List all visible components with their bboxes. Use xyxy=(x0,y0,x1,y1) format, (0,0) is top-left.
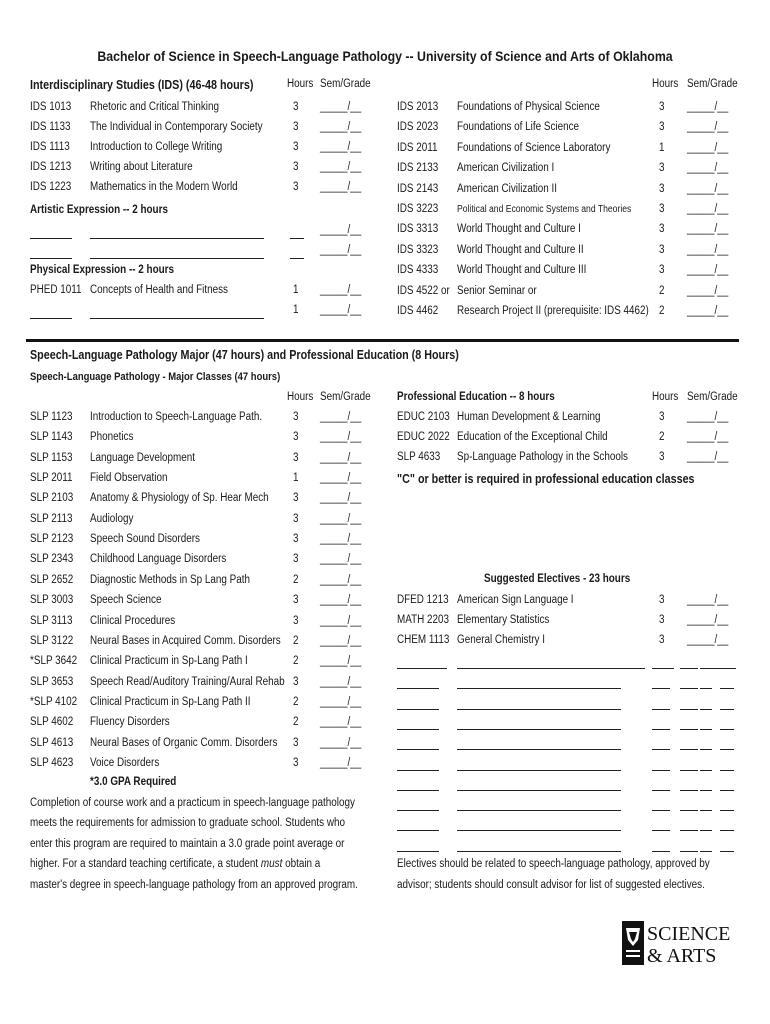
course-code: SLP 2113 xyxy=(30,512,73,525)
course-name: Introduction to College Writing xyxy=(90,141,223,154)
course-hours: 3 xyxy=(293,533,299,546)
course-name: Neural Bases in Acquired Comm. Disorders xyxy=(90,634,281,647)
grade-blank: _____/__ xyxy=(320,614,362,627)
grade-blank: _____/__ xyxy=(320,121,362,134)
course-hours: 3 xyxy=(293,553,299,566)
course-hours: 2 xyxy=(293,634,299,647)
blank-line xyxy=(720,851,734,852)
course-hours: 3 xyxy=(293,431,299,444)
course-code: IDS 4462 xyxy=(397,305,439,317)
physical-heading: Physical Expression -- 2 hours xyxy=(30,264,175,276)
prof-ed-heading: Professional Education -- 8 hours xyxy=(397,391,555,403)
blank-line xyxy=(652,668,674,669)
course-hours: 3 xyxy=(659,203,665,215)
grade-blank: _____/__ xyxy=(320,451,362,464)
blank-line xyxy=(720,749,734,750)
course-hours: 3 xyxy=(293,121,299,134)
blank-line xyxy=(680,810,698,811)
grade-blank: _____/__ xyxy=(320,655,362,668)
course-hours: 2 xyxy=(659,305,665,317)
course-name: Voice Disorders xyxy=(90,756,160,769)
blank-line xyxy=(720,830,734,831)
course-hours: 3 xyxy=(293,736,299,749)
blank-line xyxy=(652,688,670,689)
course-code: IDS 2143 xyxy=(397,182,439,195)
blank-line xyxy=(652,729,670,730)
sem-grade-header: Sem/Grade xyxy=(687,78,738,90)
blank-code-line xyxy=(30,318,72,319)
blank-line xyxy=(457,668,645,669)
course-code: IDS 1223 xyxy=(30,181,72,194)
blank-hours-line xyxy=(290,258,304,259)
course-hours: 3 xyxy=(659,162,665,175)
grade-blank: _____/__ xyxy=(320,533,362,546)
major-heading: Speech-Language Pathology Major (47 hours) and Professional Education (8 Hours) xyxy=(30,348,459,362)
blank-line xyxy=(652,790,670,791)
grade-blank: _____/__ xyxy=(687,101,729,113)
course-name: Speech Read/Auditory Training/Aural Rehab xyxy=(90,675,285,688)
course-code: IDS 4333 xyxy=(397,264,439,277)
course-code: SLP 4633 xyxy=(397,451,441,464)
course-code: IDS 1133 xyxy=(30,121,71,134)
course-name: The Individual in Contemporary Society xyxy=(90,121,263,134)
sem-grade-header: Sem/Grade xyxy=(687,391,738,403)
course-code: EDUC 2103 xyxy=(397,411,450,423)
course-code: SLP 2011 xyxy=(30,472,73,485)
blank-code-line xyxy=(30,238,72,239)
grade-blank: _____/__ xyxy=(687,223,729,236)
blank-line xyxy=(680,830,698,831)
course-hours: 3 xyxy=(293,141,299,154)
blank-line xyxy=(457,810,621,811)
blank-line xyxy=(457,770,621,771)
course-name: Introduction to Speech-Language Path. xyxy=(90,411,263,423)
grade-blank: _____/__ xyxy=(687,243,729,256)
course-code: SLP 1123 xyxy=(30,411,73,423)
course-hours: 3 xyxy=(659,594,665,606)
course-hours: 3 xyxy=(293,101,299,113)
blank-line xyxy=(652,770,670,771)
course-name: Speech Science xyxy=(90,594,162,607)
course-hours: 3 xyxy=(659,411,665,423)
course-name: Writing about Literature xyxy=(90,161,193,174)
blank-line xyxy=(700,770,712,771)
section-divider xyxy=(26,339,739,342)
course-name: Research Project II (prerequisite: IDS 4462) xyxy=(457,305,649,317)
sem-grade-header: Sem/Grade xyxy=(320,391,371,403)
course-hours: 1 xyxy=(293,284,299,296)
course-code: SLP 2652 xyxy=(30,573,74,586)
course-name: Childhood Language Disorders xyxy=(90,553,227,566)
blank-line xyxy=(652,830,670,831)
course-name: Rhetoric and Critical Thinking xyxy=(90,101,219,113)
course-name: Elementary Statistics xyxy=(457,614,550,627)
course-name: Clinical Procedures xyxy=(90,614,176,627)
blank-line xyxy=(397,688,439,689)
blank-line xyxy=(652,810,670,811)
course-code: SLP 4623 xyxy=(30,756,74,769)
course-name: Human Development & Learning xyxy=(457,411,601,423)
course-name: Foundations of Science Laboratory xyxy=(457,141,611,154)
course-name: Audiology xyxy=(90,512,134,525)
blank-line xyxy=(700,830,712,831)
grade-blank: _____/__ xyxy=(687,182,729,195)
course-name: Senior Seminar or xyxy=(457,284,537,297)
grade-blank: _____/__ xyxy=(320,472,362,485)
grade-blank: _____/__ xyxy=(320,756,362,769)
course-code: SLP 4613 xyxy=(30,736,74,749)
course-code: SLP 1153 xyxy=(30,451,73,464)
course-hours: 1 xyxy=(659,141,665,154)
hours-header: Hours xyxy=(287,391,314,403)
blank-line xyxy=(720,810,734,811)
blank-line xyxy=(700,729,712,730)
course-name: Speech Sound Disorders xyxy=(90,533,200,546)
course-hours: 2 xyxy=(293,695,299,708)
paragraph-line: higher. For a standard teaching certificate, a student must obtain a xyxy=(30,858,321,870)
course-name: Diagnostic Methods in Sp Lang Path xyxy=(90,573,251,586)
course-name: Language Development xyxy=(90,451,196,464)
course-name: American Civilization II xyxy=(457,182,558,195)
hours-header: Hours xyxy=(652,78,679,90)
course-name: Clinical Practicum in Sp-Lang Path I xyxy=(90,655,248,668)
course-name: General Chemistry I xyxy=(457,634,545,647)
course-name: Concepts of Health and Fitness xyxy=(90,284,228,296)
blank-name-line xyxy=(90,258,264,259)
logo-line2: & ARTS xyxy=(647,945,717,967)
blank-line xyxy=(720,688,734,689)
course-code: SLP 3653 xyxy=(30,675,74,688)
course-code: IDS 2023 xyxy=(397,121,439,134)
grade-blank: _____/__ xyxy=(687,431,729,444)
course-code: EDUC 2022 xyxy=(397,431,450,444)
blank-line xyxy=(680,729,698,730)
blank-line xyxy=(700,810,712,811)
grade-blank: _____/__ xyxy=(320,736,362,749)
blank-line xyxy=(720,668,734,669)
grade-blank: _____/__ xyxy=(320,161,362,174)
paragraph-line: master's degree in speech-language pathology from an approved program. xyxy=(30,879,358,891)
course-code: IDS 3323 xyxy=(397,243,439,256)
blank-line xyxy=(397,709,439,710)
grade-blank: _____/__ xyxy=(320,141,362,154)
major-subheading: Speech-Language Pathology - Major Classes (47 hours) xyxy=(30,371,281,383)
course-code: CHEM 1113 xyxy=(397,634,450,647)
course-code: PHED 1011 xyxy=(30,284,82,296)
prof-ed-note: "C" or better is required in professional education classes xyxy=(397,472,695,486)
course-code: SLP 2343 xyxy=(30,553,74,566)
grade-blank: _____/__ xyxy=(320,594,362,607)
course-name: American Sign Language I xyxy=(457,594,574,606)
grade-blank: _____/__ xyxy=(687,594,729,606)
course-name: Anatomy & Physiology of Sp. Hear Mech xyxy=(90,492,269,505)
grade-blank: _____/__ xyxy=(320,431,362,444)
grade-blank: _____/__ xyxy=(687,264,729,277)
course-name: Political and Economic Systems and Theories xyxy=(457,204,632,215)
blank-line xyxy=(397,668,447,669)
course-hours: 3 xyxy=(293,492,299,505)
blank-line xyxy=(457,688,621,689)
grade-blank: _____/__ xyxy=(687,411,729,423)
course-code: IDS 2013 xyxy=(397,101,439,113)
course-hours: 3 xyxy=(659,101,665,113)
blank-line xyxy=(700,790,712,791)
grade-blank: _____/__ xyxy=(687,203,729,215)
grade-blank: _____/__ xyxy=(320,244,362,256)
course-hours: 3 xyxy=(293,451,299,464)
course-hours: 2 xyxy=(293,573,299,586)
course-hours: 3 xyxy=(659,451,665,464)
course-hours: 2 xyxy=(293,716,299,729)
grade-blank: _____/__ xyxy=(320,411,362,423)
course-hours: 3 xyxy=(293,512,299,525)
course-hours: 3 xyxy=(659,243,665,256)
grade-blank: _____/__ xyxy=(687,284,729,297)
logo-line1: SCIENCE xyxy=(647,923,730,945)
blank-line xyxy=(720,709,734,710)
course-hours: 1 xyxy=(293,472,299,485)
grade-blank: _____/__ xyxy=(320,716,362,729)
course-code: DFED 1213 xyxy=(397,594,449,606)
blank-line xyxy=(700,851,712,852)
grade-blank: _____/__ xyxy=(320,675,362,688)
course-name: Foundations of Life Science xyxy=(457,121,580,134)
course-hours: 3 xyxy=(293,675,299,688)
blank-line xyxy=(720,790,734,791)
course-code: IDS 1013 xyxy=(30,101,72,113)
gpa-note: *3.0 GPA Required xyxy=(90,776,177,788)
course-hours: 3 xyxy=(293,161,299,174)
blank-line xyxy=(457,790,621,791)
grade-blank: _____/__ xyxy=(687,614,729,627)
course-code: IDS 2133 xyxy=(397,162,439,175)
paragraph-line: enter this program are required to maintain a 3.0 grade point average or xyxy=(30,838,345,850)
course-name: Mathematics in the Modern World xyxy=(90,181,238,194)
course-name: Fluency Disorders xyxy=(90,716,170,729)
course-code: IDS 3223 xyxy=(397,203,439,215)
grade-blank: _____/__ xyxy=(687,451,729,464)
blank-line xyxy=(457,851,621,852)
course-hours: 2 xyxy=(293,655,299,668)
course-name: Clinical Practicum in Sp-Lang Path II xyxy=(90,695,251,708)
blank-line xyxy=(397,729,439,730)
paragraph-line: Completion of course work and a practicum in speech-language pathology xyxy=(30,797,355,809)
course-hours: 2 xyxy=(659,284,665,297)
course-hours: 3 xyxy=(659,182,665,195)
blank-code-line xyxy=(30,258,72,259)
page-title: Bachelor of Science in Speech-Language Pathology -- University of Science and Arts of Oklahoma xyxy=(97,48,673,64)
grade-blank: _____/__ xyxy=(320,553,362,566)
course-name: World Thought and Culture I xyxy=(457,223,581,236)
blank-name-line xyxy=(90,318,264,319)
blank-line xyxy=(720,770,734,771)
blank-line xyxy=(397,810,439,811)
course-name: Neural Bases of Organic Comm. Disorders xyxy=(90,736,278,749)
grade-blank: _____/__ xyxy=(687,121,729,134)
blank-line xyxy=(457,729,621,730)
grade-blank: _____/__ xyxy=(320,284,362,296)
course-hours: 3 xyxy=(293,594,299,607)
blank-line xyxy=(397,830,439,831)
paragraph-line: meets the requirements for admission to graduate school. Students who xyxy=(30,817,346,829)
grade-blank: _____/__ xyxy=(687,634,729,647)
course-code: *SLP 3642 xyxy=(30,655,78,668)
course-code: SLP 3003 xyxy=(30,594,74,607)
grade-blank: _____/__ xyxy=(687,141,729,154)
blank-line xyxy=(680,851,698,852)
course-name: American Civilization I xyxy=(457,162,555,175)
university-logo xyxy=(620,918,730,968)
course-code: SLP 2103 xyxy=(30,492,74,505)
blank-line xyxy=(397,790,439,791)
electives-note-line: Electives should be related to speech-language pathology, approved by xyxy=(397,858,710,870)
hours-header: Hours xyxy=(652,391,679,403)
course-hours: 3 xyxy=(293,756,299,769)
blank-line xyxy=(680,770,698,771)
blank-line xyxy=(700,749,712,750)
hours-header: Hours xyxy=(287,78,314,90)
course-code: SLP 3122 xyxy=(30,634,74,647)
ids-heading: Interdisciplinary Studies (IDS) (46-48 hours) xyxy=(30,78,254,92)
course-name: World Thought and Culture III xyxy=(457,264,587,277)
course-hours: 3 xyxy=(659,264,665,277)
course-hours: 3 xyxy=(659,614,665,627)
blank-line xyxy=(397,770,439,771)
blank-line xyxy=(397,851,439,852)
blank-line xyxy=(680,790,698,791)
blank-name-line xyxy=(90,238,264,239)
grade-blank: _____/__ xyxy=(320,304,362,316)
blank-line xyxy=(652,851,670,852)
artistic-heading: Artistic Expression -- 2 hours xyxy=(30,204,168,216)
blank-line xyxy=(397,749,439,750)
blank-line xyxy=(680,749,698,750)
course-hours: 2 xyxy=(659,431,665,444)
blank-line xyxy=(680,668,698,669)
course-name: World Thought and Culture II xyxy=(457,243,584,256)
course-code: IDS 4522 or xyxy=(397,284,450,297)
grade-blank: _____/__ xyxy=(320,695,362,708)
blank-line xyxy=(652,749,670,750)
blank-line xyxy=(457,749,621,750)
grade-blank: _____/__ xyxy=(687,305,729,317)
grade-blank: _____/__ xyxy=(320,101,362,113)
grade-blank: _____/__ xyxy=(320,512,362,525)
electives-heading: Suggested Electives - 23 hours xyxy=(484,573,631,585)
grade-blank: _____/__ xyxy=(320,492,362,505)
grade-blank: _____/__ xyxy=(320,224,362,236)
blank-hours-line xyxy=(290,238,304,239)
grade-blank: _____/__ xyxy=(320,634,362,647)
sem-grade-header: Sem/Grade xyxy=(320,78,371,90)
course-code: SLP 1143 xyxy=(30,431,73,444)
course-code: SLP 3113 xyxy=(30,614,73,627)
blank-line xyxy=(457,830,621,831)
course-name: Field Observation xyxy=(90,472,168,485)
course-hours: 3 xyxy=(659,634,665,647)
course-name: Foundations of Physical Science xyxy=(457,101,600,113)
course-code: IDS 1213 xyxy=(30,161,72,174)
blank-line xyxy=(680,709,698,710)
blank-line xyxy=(457,709,621,710)
course-hours: 3 xyxy=(659,121,665,134)
course-name: Education of the Exceptional Child xyxy=(457,431,608,444)
course-name: Phonetics xyxy=(90,431,134,444)
course-code: MATH 2203 xyxy=(397,614,450,627)
course-hours: 3 xyxy=(293,181,299,194)
electives-note-line: advisor; students should consult advisor for list of suggested electives. xyxy=(397,879,705,891)
course-hours: 1 xyxy=(293,304,299,316)
course-code: SLP 4602 xyxy=(30,716,74,729)
course-code: IDS 1113 xyxy=(30,141,70,154)
course-code: IDS 3313 xyxy=(397,223,439,236)
course-hours: 3 xyxy=(293,411,299,423)
blank-line xyxy=(652,709,670,710)
course-code: *SLP 4102 xyxy=(30,695,78,708)
course-code: IDS 2011 xyxy=(397,141,438,154)
blank-line xyxy=(700,709,712,710)
blank-line xyxy=(680,688,698,689)
seal-icon xyxy=(620,918,730,968)
blank-line xyxy=(720,729,734,730)
grade-blank: _____/__ xyxy=(320,181,362,194)
course-hours: 3 xyxy=(659,223,665,236)
course-name: Sp-Language Pathology in the Schools xyxy=(457,451,629,464)
blank-line xyxy=(700,688,712,689)
grade-blank: _____/__ xyxy=(687,162,729,175)
course-code: SLP 2123 xyxy=(30,533,74,546)
grade-blank: _____/__ xyxy=(320,573,362,586)
course-hours: 3 xyxy=(293,614,299,627)
